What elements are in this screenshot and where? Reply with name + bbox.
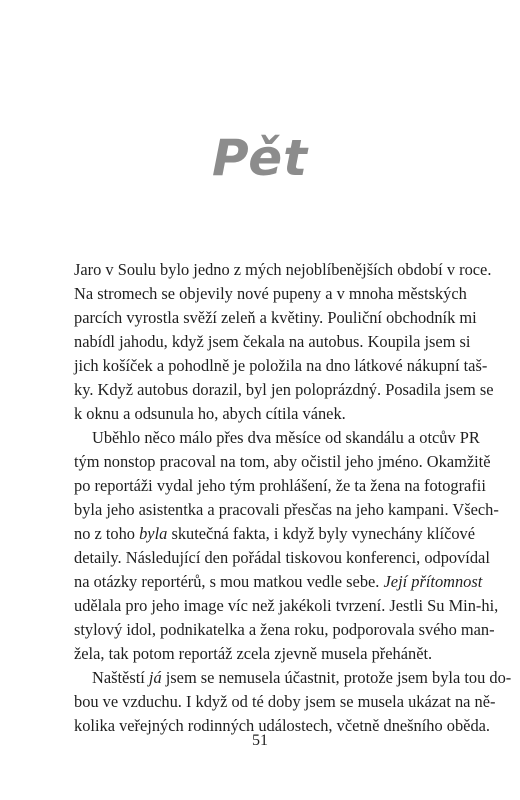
emphasized-text: já	[148, 668, 162, 687]
text-segment: parcích vyrostla svěží zeleň a květiny. Pouliční obchodník mi	[74, 308, 477, 327]
text-segment: kolika veřejných rodinných událostech, včetně dnešního oběda.	[74, 716, 491, 735]
text-line	[74, 306, 477, 330]
text-segment: jich košíček a pohodlně je položila na dno látkové nákupní taš-	[74, 356, 488, 375]
body-text	[74, 258, 512, 738]
emphasized-text: byla	[139, 524, 168, 543]
text-line	[74, 426, 480, 450]
text-segment: no z toho	[74, 524, 140, 543]
text-line	[74, 378, 494, 402]
text-segment: udělala pro jeho image víc než jakékoli tvrzení. Jestli Su Min-hi,	[74, 596, 499, 615]
text-line	[74, 642, 454, 666]
text-line	[74, 354, 488, 378]
text-segment: po reportáži vydal jeho tým prohlášení, že ta žena na fotografii	[74, 476, 486, 495]
text-segment: jsem se nemusela účastnit, protože jsem byla tou do-	[161, 668, 512, 687]
text-line	[74, 474, 486, 498]
text-line	[74, 618, 495, 642]
page-number: 51	[252, 732, 268, 749]
text-line	[74, 666, 512, 690]
emphasized-text: Její přítomnost	[383, 572, 483, 591]
text-segment: Na stromech se objevily nové pupeny a v mnoha městských	[74, 284, 467, 303]
text-segment: Naštěstí	[92, 668, 149, 687]
text-line	[74, 282, 467, 306]
text-line	[74, 498, 499, 522]
text-segment: skutečná fakta, i když byly vynechány klíčové	[167, 524, 476, 543]
text-line	[74, 522, 476, 546]
text-segment: detaily. Následující den pořádal tiskovou konferenci, odpovídal	[74, 548, 490, 567]
text-segment: stylový idol, podnikatelka a žena roku, podporovala svého man-	[74, 620, 495, 639]
chapter-title: Pět	[211, 129, 309, 187]
text-line	[74, 330, 471, 354]
text-line	[74, 690, 496, 714]
text-line	[74, 450, 491, 474]
text-segment: nabídl jahodu, když jsem čekala na autobus. Koupila jsem si	[74, 332, 471, 351]
text-line	[74, 570, 483, 594]
text-segment: Jaro v Soulu bylo jedno z mých nejoblíbenějších období v roce.	[74, 260, 492, 279]
text-line	[74, 402, 454, 426]
text-segment: žela, tak potom reportáž zcela zjevně musela přehánět.	[74, 644, 433, 663]
text-segment: ky. Když autobus dorazil, byl jen poloprázdný. Posadila jsem se	[74, 380, 494, 399]
text-segment: Uběhlo něco málo přes dva měsíce od skandálu a otcův PR	[92, 428, 480, 447]
text-segment: tým nonstop pracoval na tom, aby očistil jeho jméno. Okamžitě	[74, 452, 491, 471]
text-segment: na otázky reportérů, s mou matkou vedle sebe.	[74, 572, 384, 591]
text-line	[74, 258, 492, 282]
text-segment: bou ve vzduchu. I když od té doby jsem se musela ukázat na ně-	[74, 692, 496, 711]
text-segment: byla jeho asistentka a pracovali přesčas na jeho kampani. Všech-	[74, 500, 499, 519]
text-line	[74, 546, 490, 570]
text-segment: k oknu a odsunula ho, abych cítila vánek.	[74, 404, 346, 423]
text-line	[74, 594, 499, 618]
